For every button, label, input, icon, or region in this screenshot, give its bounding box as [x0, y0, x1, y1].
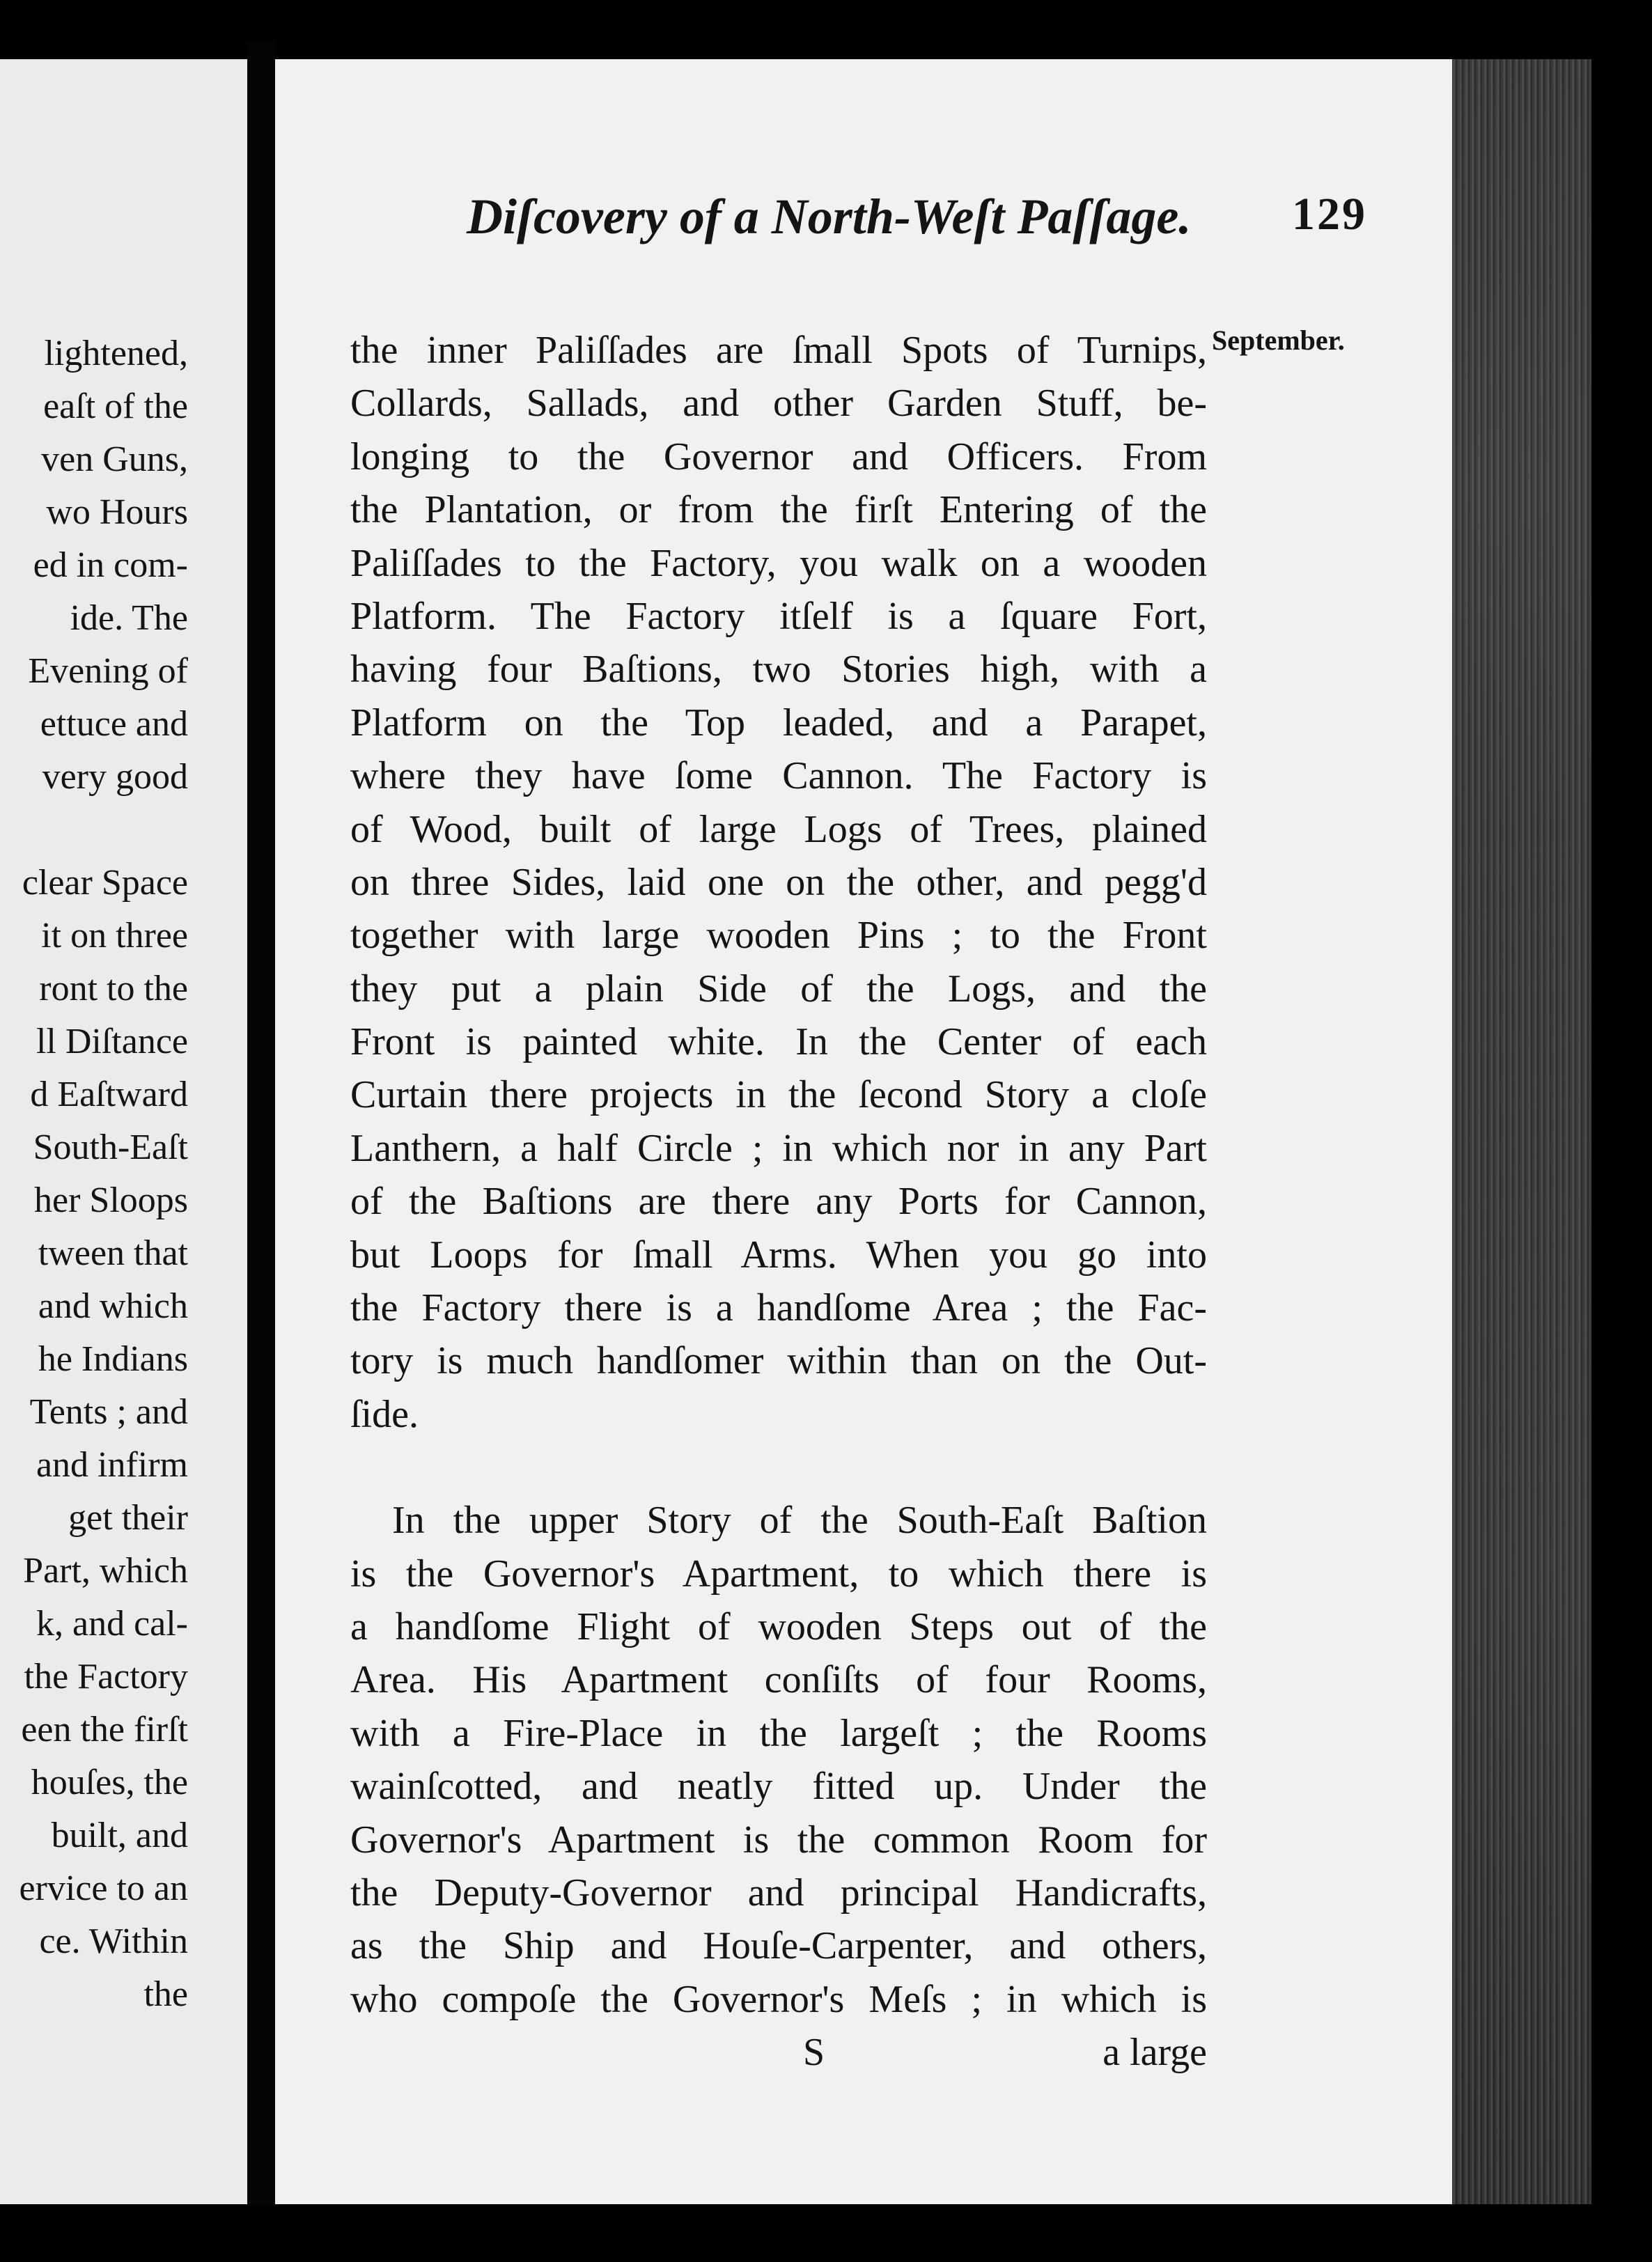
- text-line: the inner Paliſſades are ſmall Spots of Turnips,: [350, 329, 1207, 372]
- previous-page-line: wo Hours: [46, 492, 188, 532]
- previous-page-line: ven Guns,: [41, 439, 188, 479]
- signature-mark: S: [803, 2031, 825, 2075]
- previous-page-line: South-Eaſt: [33, 1128, 188, 1167]
- text-line: Curtain there projects in the ſecond Story a cloſe: [350, 1073, 1207, 1117]
- scan-border-right: [1591, 0, 1652, 2262]
- previous-page-line: and which: [38, 1286, 188, 1326]
- text-line: having four Baſtions, two Stories high, with a: [350, 648, 1207, 692]
- page-body: [350, 324, 1207, 2079]
- catchword: a large: [1102, 2031, 1207, 2075]
- page-footer: [350, 2026, 1207, 2079]
- text-line: together with large wooden Pins ; to the Front: [350, 914, 1207, 958]
- text-line: Governor's Apartment is the common Room for: [350, 1818, 1207, 1862]
- previous-page-line: tween that: [38, 1233, 188, 1273]
- paragraph-1: [350, 324, 1207, 1441]
- previous-page-line: get their: [68, 1498, 188, 1538]
- book-page: [275, 59, 1452, 2204]
- text-line: is the Governor's Apartment, to which there is: [350, 1552, 1207, 1596]
- scan-border-bottom: [0, 2204, 1652, 2262]
- text-line: Platform on the Top leaded, and a Parapet,: [350, 701, 1207, 744]
- previous-page-line: clear Space: [22, 863, 188, 903]
- previous-page-line: built, and: [51, 1816, 188, 1855]
- previous-page-line: een the firſt: [21, 1710, 188, 1749]
- previous-page-line: her Sloops: [34, 1180, 188, 1220]
- previous-page-line: houſes, the: [31, 1763, 188, 1802]
- paragraph-break: [350, 1441, 1207, 1494]
- text-line: Lanthern, a half Circle ; in which nor in any Part: [350, 1126, 1207, 1170]
- text-line: tory is much handſomer within than on the Out-: [350, 1339, 1207, 1383]
- margin-note: September.: [1212, 325, 1345, 356]
- page-edge-stack: [1452, 59, 1591, 2204]
- previous-page-line: d Eaſtward: [30, 1075, 188, 1114]
- text-line: of the Baſtions are there any Ports for Cannon,: [350, 1180, 1207, 1224]
- previous-page-line: ide. The: [70, 598, 188, 638]
- previous-page-line: ervice to an: [19, 1869, 188, 1908]
- text-line: who compoſe the Governor's Meſs ; in which is: [350, 1977, 1207, 2021]
- text-line: the Factory there is a handſome Area ; the Fac-: [350, 1286, 1207, 1330]
- previous-page-line: ed in com-: [33, 545, 188, 585]
- previous-page-line: eaſt of the: [43, 387, 188, 426]
- running-title: Diſcovery of a North-Weſt Paſſage.: [467, 189, 1192, 244]
- previous-page-line: the: [143, 1974, 188, 2014]
- text-line: Platform. The Factory itſelf is a ſquare Fort,: [350, 594, 1207, 638]
- text-line: In the upper Story of the South-Eaſt Baſtion: [392, 1499, 1207, 1543]
- previous-page-line: lightened,: [44, 334, 188, 373]
- text-line: Area. His Apartment conſiſts of four Rooms,: [350, 1658, 1207, 1702]
- text-line: where they have ſome Cannon. The Factory is: [350, 754, 1207, 798]
- previous-page-line: it on three: [41, 916, 188, 956]
- previous-page-text: [0, 327, 247, 2021]
- text-line: longing to the Governor and Officers. From: [350, 435, 1207, 478]
- previous-page-line: k, and cal-: [36, 1604, 188, 1644]
- text-line: they put a plain Side of the Logs, and the: [350, 967, 1207, 1011]
- previous-page-line: ll Diſtance: [36, 1022, 188, 1061]
- text-line: with a Fire-Place in the largeſt ; the Rooms: [350, 1711, 1207, 1755]
- previous-page-line: he Indians: [38, 1339, 188, 1379]
- previous-page-line: ce. Within: [39, 1921, 188, 1961]
- paragraph-2: [350, 1494, 1207, 2026]
- previous-page-line: Evening of: [28, 651, 188, 691]
- text-line: Front is painted white. In the Center of each: [350, 1020, 1207, 1064]
- text-line: a handſome Flight of wooden Steps out of the: [350, 1605, 1207, 1648]
- previous-page-line: and infirm: [36, 1445, 188, 1485]
- previous-page-line: ront to the: [39, 969, 188, 1008]
- text-line: wainſcotted, and neatly fitted up. Under the: [350, 1765, 1207, 1809]
- text-line: ſide.: [350, 1392, 419, 1436]
- text-line: the Deputy-Governor and principal Handicrafts,: [350, 1871, 1207, 1914]
- previous-page-fragment: [0, 59, 247, 2204]
- page-header: [275, 188, 1452, 251]
- text-line: Collards, Sallads, and other Garden Stuff, be-: [350, 382, 1207, 426]
- text-line: Paliſſades to the Factory, you walk on a wooden: [350, 541, 1207, 585]
- previous-page-line: [0, 804, 247, 857]
- previous-page-line: Tents ; and: [29, 1392, 188, 1432]
- text-line: the Plantation, or from the firſt Entering of the: [350, 488, 1207, 532]
- text-line: of Wood, built of large Logs of Trees, plained: [350, 807, 1207, 851]
- previous-page-line: Part, which: [23, 1551, 188, 1591]
- book-gutter: [247, 42, 275, 2222]
- text-line: as the Ship and Houſe-Carpenter, and others,: [350, 1924, 1207, 1968]
- previous-page-line: very good: [42, 757, 188, 797]
- text-line: but Loops for ſmall Arms. When you go into: [350, 1233, 1207, 1277]
- page-number: 129: [1292, 189, 1367, 240]
- previous-page-line: the Factory: [24, 1657, 188, 1696]
- text-line: on three Sides, laid one on the other, and pegg'd: [350, 860, 1207, 904]
- previous-page-line: ettuce and: [40, 704, 188, 744]
